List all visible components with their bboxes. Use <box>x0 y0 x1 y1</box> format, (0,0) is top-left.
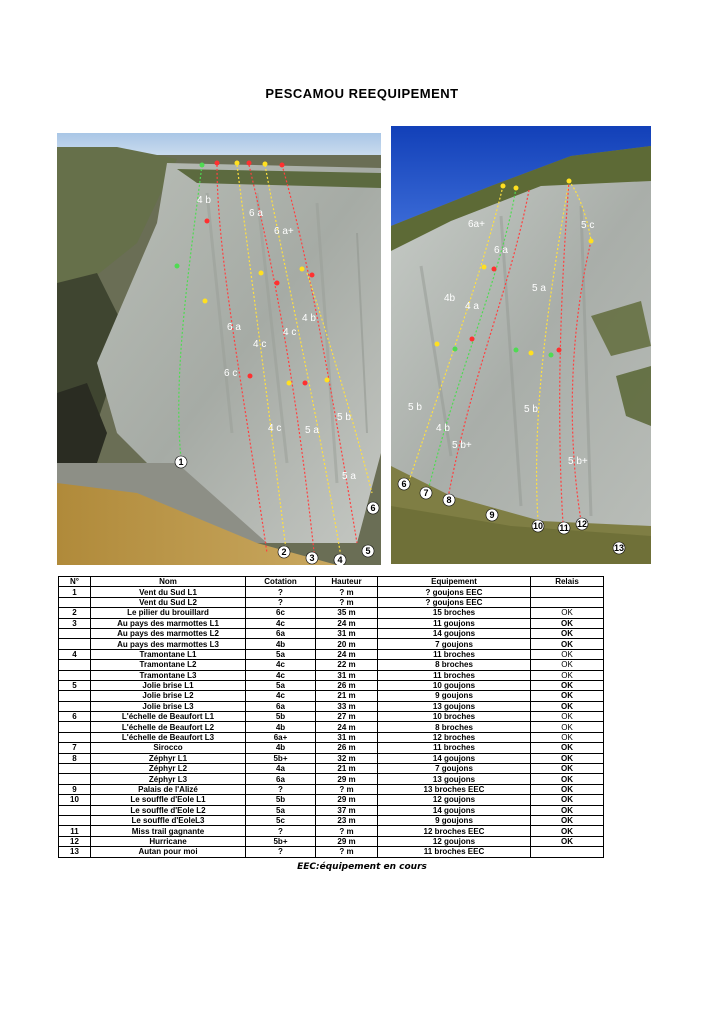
route-grade-label: 6 a+ <box>274 226 294 237</box>
anchor-cell: OK <box>531 743 604 753</box>
height-cell: 21 m <box>316 764 378 774</box>
anchor-cell: OK <box>531 836 604 846</box>
route-name-cell: Vent du Sud L2 <box>91 597 246 607</box>
height-cell: 37 m <box>316 805 378 815</box>
grade-cell: 4b <box>246 639 316 649</box>
table-row <box>59 587 604 597</box>
route-number-marker: 3 <box>309 553 315 563</box>
route-number-cell: 10 <box>59 795 91 805</box>
equipment-cell: 9 goujons <box>378 815 531 825</box>
height-cell: 24 m <box>316 722 378 732</box>
grade-cell: 5b <box>246 795 316 805</box>
table-row <box>59 722 604 732</box>
route-name-cell: L'échelle de Beaufort L1 <box>91 712 246 722</box>
route-name-cell: Tramontane L1 <box>91 649 246 659</box>
grade-cell: 4c <box>246 670 316 680</box>
page-title: PESCAMOU REEQUIPEMENT <box>265 86 459 101</box>
route-name-cell: Tramontane L2 <box>91 660 246 670</box>
equipment-cell: 12 goujons <box>378 836 531 846</box>
topo-photo-right <box>391 126 651 564</box>
height-cell: 24 m <box>316 649 378 659</box>
table-row <box>59 847 604 857</box>
route-number-cell: 12 <box>59 836 91 846</box>
grade-cell: 5a <box>246 680 316 690</box>
route-name-cell: Le souffle d'Eole L1 <box>91 795 246 805</box>
table-row <box>59 774 604 784</box>
table-row <box>59 701 604 711</box>
equipment-cell: 13 goujons <box>378 774 531 784</box>
route-name-cell: L'échelle de Beaufort L3 <box>91 732 246 742</box>
table-row <box>59 680 604 690</box>
route-name-cell: L'échelle de Beaufort L2 <box>91 722 246 732</box>
table-row <box>59 784 604 794</box>
grade-cell: 4b <box>246 743 316 753</box>
column-header: Hauteur <box>316 577 378 587</box>
route-number-cell <box>59 670 91 680</box>
route-number-cell: 5 <box>59 680 91 690</box>
height-cell: ? m <box>316 826 378 836</box>
anchor-cell: OK <box>531 608 604 618</box>
anchor-cell: OK <box>531 639 604 649</box>
route-number-marker: 11 <box>559 523 569 533</box>
height-cell: 33 m <box>316 701 378 711</box>
anchor-cell: OK <box>531 701 604 711</box>
route-number-cell <box>59 701 91 711</box>
grade-cell: 5a <box>246 805 316 815</box>
equipment-cell: 11 broches <box>378 743 531 753</box>
height-cell: 29 m <box>316 795 378 805</box>
height-cell: 26 m <box>316 680 378 690</box>
route-number-cell <box>59 774 91 784</box>
anchor-cell: OK <box>531 649 604 659</box>
route-name-cell: Le souffle d'EoleL3 <box>91 815 246 825</box>
height-cell: 29 m <box>316 836 378 846</box>
equipment-cell: 10 broches <box>378 712 531 722</box>
equipment-cell: 15 broches <box>378 608 531 618</box>
grade-cell: 4b <box>246 722 316 732</box>
equipment-cell: ? goujons EEC <box>378 597 531 607</box>
grade-cell: 4c <box>246 691 316 701</box>
route-number-cell <box>59 639 91 649</box>
route-grade-label: 6 c <box>224 368 238 379</box>
table-row <box>59 649 604 659</box>
grade-cell: 5a <box>246 649 316 659</box>
route-grade-label: 4 c <box>268 423 282 434</box>
route-number-marker: 6 <box>370 503 376 513</box>
route-number-cell: 6 <box>59 712 91 722</box>
anchor-cell: OK <box>531 680 604 690</box>
route-number-marker: 9 <box>489 510 495 520</box>
route-grade-label: 4 a <box>465 301 479 312</box>
grade-cell: ? <box>246 587 316 597</box>
equipment-cell: 12 broches <box>378 732 531 742</box>
grade-cell: ? <box>246 597 316 607</box>
grade-cell: 6a <box>246 774 316 784</box>
height-cell: 35 m <box>316 608 378 618</box>
table-row <box>59 670 604 680</box>
equipment-cell: 11 broches <box>378 670 531 680</box>
height-cell: ? m <box>316 587 378 597</box>
route-number-cell <box>59 764 91 774</box>
table-row <box>59 753 604 763</box>
height-cell: ? m <box>316 847 378 857</box>
route-number-cell: 7 <box>59 743 91 753</box>
grade-cell: 6a+ <box>246 732 316 742</box>
anchor-cell <box>531 597 604 607</box>
grade-cell: 5b <box>246 712 316 722</box>
table-row <box>59 764 604 774</box>
route-grade-label: 5 b+ <box>452 440 472 451</box>
anchor-cell: OK <box>531 732 604 742</box>
route-number-cell <box>59 660 91 670</box>
height-cell: 24 m <box>316 618 378 628</box>
equipment-cell: 8 broches <box>378 660 531 670</box>
table-row <box>59 597 604 607</box>
table-row <box>59 805 604 815</box>
route-number-cell: 1 <box>59 587 91 597</box>
route-number-cell <box>59 805 91 815</box>
route-name-cell: Hurricane <box>91 836 246 846</box>
table-row <box>59 660 604 670</box>
route-number-cell: 9 <box>59 784 91 794</box>
route-number-cell: 3 <box>59 618 91 628</box>
equipment-cell: 9 goujons <box>378 691 531 701</box>
route-grade-label: 4 b <box>436 423 450 434</box>
grade-cell: 4c <box>246 660 316 670</box>
anchor-cell: OK <box>531 628 604 638</box>
table-row <box>59 795 604 805</box>
anchor-cell: OK <box>531 826 604 836</box>
route-name-cell: Au pays des marmottes L2 <box>91 628 246 638</box>
table-row <box>59 815 604 825</box>
anchor-cell: OK <box>531 795 604 805</box>
anchor-cell <box>531 847 604 857</box>
table-row <box>59 712 604 722</box>
footnote: EEC:équipement en cours <box>297 862 427 872</box>
table-row <box>59 639 604 649</box>
route-number-cell: 8 <box>59 753 91 763</box>
equipment-cell: ? goujons EEC <box>378 587 531 597</box>
route-grade-label: 5 b <box>524 404 538 415</box>
route-number-marker: 6 <box>401 479 407 489</box>
route-grade-label: 6 a <box>494 245 508 256</box>
height-cell: 20 m <box>316 639 378 649</box>
table-row <box>59 628 604 638</box>
route-name-cell: Miss trail gagnante <box>91 826 246 836</box>
route-number-cell: 2 <box>59 608 91 618</box>
height-cell: 31 m <box>316 628 378 638</box>
equipment-cell: 12 broches EEC <box>378 826 531 836</box>
route-grade-label: 5 a <box>342 471 356 482</box>
anchor-cell: OK <box>531 764 604 774</box>
table-row <box>59 836 604 846</box>
table-row <box>59 743 604 753</box>
table-row <box>59 732 604 742</box>
route-number-cell <box>59 722 91 732</box>
grade-cell: ? <box>246 847 316 857</box>
route-number-cell <box>59 691 91 701</box>
column-header: N° <box>59 577 91 587</box>
equipment-cell: 11 broches <box>378 649 531 659</box>
route-name-cell: Autan pour moi <box>91 847 246 857</box>
column-header: Cotation <box>246 577 316 587</box>
route-name-cell: Vent du Sud L1 <box>91 587 246 597</box>
equipment-cell: 13 broches EEC <box>378 784 531 794</box>
route-name-cell: Tramontane L3 <box>91 670 246 680</box>
route-grade-label: 4 c <box>253 339 267 350</box>
route-grade-label: 5 a <box>532 283 546 294</box>
height-cell: ? m <box>316 597 378 607</box>
anchor-cell: OK <box>531 691 604 701</box>
column-header: Equipement <box>378 577 531 587</box>
route-number-marker: 12 <box>576 519 588 529</box>
route-number-cell <box>59 815 91 825</box>
equipment-cell: 7 goujons <box>378 764 531 774</box>
route-number-cell: 11 <box>59 826 91 836</box>
grade-cell: 5b+ <box>246 836 316 846</box>
route-number-marker: 10 <box>532 521 544 531</box>
route-grade-label: 6 a <box>249 208 263 219</box>
column-header: Relais <box>531 577 604 587</box>
route-number-marker: 2 <box>281 547 287 557</box>
route-grade-label: 5 c <box>581 220 595 231</box>
anchor-cell: OK <box>531 774 604 784</box>
anchor-cell: OK <box>531 805 604 815</box>
route-grade-label: 5 b+ <box>568 456 588 467</box>
equipment-cell: 12 goujons <box>378 795 531 805</box>
route-number-cell <box>59 732 91 742</box>
grade-cell: 5c <box>246 815 316 825</box>
route-grade-label: 6 a <box>227 322 241 333</box>
equipment-cell: 8 broches <box>378 722 531 732</box>
route-name-cell: Le pilier du brouillard <box>91 608 246 618</box>
route-number-marker: 7 <box>423 488 429 498</box>
route-number-marker: 4 <box>337 555 343 565</box>
equipment-cell: 14 goujons <box>378 753 531 763</box>
height-cell: 29 m <box>316 774 378 784</box>
route-name-cell: Au pays des marmottes L1 <box>91 618 246 628</box>
topo-photo-left <box>57 133 381 565</box>
height-cell: ? m <box>316 784 378 794</box>
grade-cell: 5b+ <box>246 753 316 763</box>
height-cell: 32 m <box>316 753 378 763</box>
route-name-cell: Jolie brise L1 <box>91 680 246 690</box>
height-cell: 31 m <box>316 670 378 680</box>
route-number-marker: 8 <box>446 495 452 505</box>
anchor-cell: OK <box>531 753 604 763</box>
route-number-marker: 5 <box>365 546 371 556</box>
route-grade-label: 4 b <box>197 195 211 206</box>
route-grade-label: 6a+ <box>468 219 485 230</box>
route-number-cell: 4 <box>59 649 91 659</box>
anchor-cell: OK <box>531 722 604 732</box>
route-grade-label: 4b <box>444 293 456 304</box>
route-grade-label: 4 b <box>302 313 316 324</box>
grade-cell: 4c <box>246 618 316 628</box>
routes-table <box>58 576 604 858</box>
height-cell: 27 m <box>316 712 378 722</box>
grade-cell: 4a <box>246 764 316 774</box>
route-name-cell: Au pays des marmottes L3 <box>91 639 246 649</box>
route-name-cell: Zéphyr L1 <box>91 753 246 763</box>
equipment-cell: 10 goujons <box>378 680 531 690</box>
height-cell: 31 m <box>316 732 378 742</box>
route-number-cell <box>59 597 91 607</box>
grade-cell: ? <box>246 826 316 836</box>
route-grade-label: 5 a <box>305 425 319 436</box>
table-row <box>59 826 604 836</box>
route-name-cell: Jolie brise L2 <box>91 691 246 701</box>
equipment-cell: 14 goujons <box>378 628 531 638</box>
route-number-marker: 13 <box>613 543 625 553</box>
route-name-cell: Le souffle d'Eole L2 <box>91 805 246 815</box>
anchor-cell: OK <box>531 670 604 680</box>
table-row <box>59 691 604 701</box>
height-cell: 21 m <box>316 691 378 701</box>
equipment-cell: 11 broches EEC <box>378 847 531 857</box>
route-number-marker: 1 <box>178 457 184 467</box>
route-grade-label: 5 b <box>408 402 422 413</box>
equipment-cell: 11 goujons <box>378 618 531 628</box>
route-name-cell: Zéphyr L3 <box>91 774 246 784</box>
height-cell: 22 m <box>316 660 378 670</box>
equipment-cell: 14 goujons <box>378 805 531 815</box>
anchor-cell: OK <box>531 784 604 794</box>
equipment-cell: 7 goujons <box>378 639 531 649</box>
anchor-cell: OK <box>531 815 604 825</box>
anchor-cell: OK <box>531 618 604 628</box>
route-name-cell: Sirocco <box>91 743 246 753</box>
grade-cell: ? <box>246 784 316 794</box>
column-header: Nom <box>91 577 246 587</box>
route-name-cell: Jolie brise L3 <box>91 701 246 711</box>
grade-cell: 6a <box>246 628 316 638</box>
route-number-cell: 13 <box>59 847 91 857</box>
table-row <box>59 608 604 618</box>
anchor-cell: OK <box>531 660 604 670</box>
anchor-cell <box>531 587 604 597</box>
equipment-cell: 13 goujons <box>378 701 531 711</box>
route-name-cell: Zéphyr L2 <box>91 764 246 774</box>
table-row <box>59 618 604 628</box>
grade-cell: 6a <box>246 701 316 711</box>
grade-cell: 6c <box>246 608 316 618</box>
height-cell: 23 m <box>316 815 378 825</box>
anchor-cell: OK <box>531 712 604 722</box>
route-grade-label: 4 c <box>283 327 297 338</box>
route-name-cell: Palais de l'Alizé <box>91 784 246 794</box>
route-number-cell <box>59 628 91 638</box>
table-header-row <box>59 577 604 587</box>
route-grade-label: 5 b <box>337 412 351 423</box>
height-cell: 26 m <box>316 743 378 753</box>
